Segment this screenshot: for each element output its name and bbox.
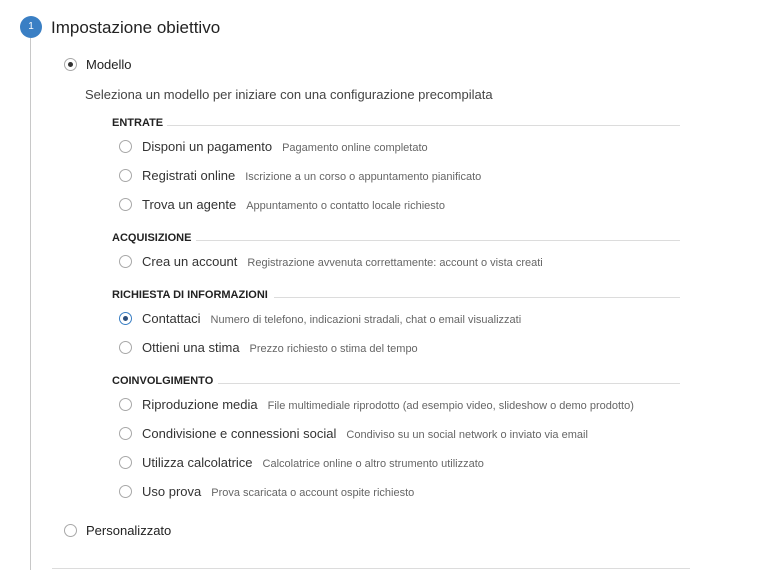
section-divider <box>196 240 680 241</box>
goal-hint: Pagamento online completato <box>282 142 428 154</box>
goal-hint: Numero di telefono, indicazioni stradali, chat o email visualizzati <box>210 314 522 326</box>
goal-label: Riproduzione media <box>142 397 258 412</box>
goal-label: Ottieni una stima <box>142 340 240 355</box>
goal-label: Disponi un pagamento <box>142 139 273 154</box>
goal-hint: Registrazione avvenuta correttamente: account o vista creati <box>247 257 543 269</box>
section-divider <box>167 125 680 126</box>
goal-radio[interactable] <box>119 169 132 182</box>
custom-label[interactable]: Personalizzato <box>86 523 172 538</box>
goal-hint: Calcolatrice online o altro strumento utilizzato <box>262 458 484 470</box>
bottom-divider <box>52 568 690 569</box>
goal-hint: Condiviso su un social network o inviato via email <box>346 429 588 441</box>
goal-radio[interactable] <box>119 485 132 498</box>
step-connector-line <box>30 38 31 570</box>
section-title-entrate: ENTRATE <box>112 117 164 129</box>
goal-radio[interactable] <box>119 140 132 153</box>
goal-radio[interactable] <box>119 312 132 325</box>
goal-label: Contattaci <box>142 311 201 326</box>
goal-radio[interactable] <box>119 427 132 440</box>
goal-label: Uso prova <box>142 484 202 499</box>
goal-label: Condivisione e connessioni social <box>142 426 337 441</box>
custom-radio[interactable] <box>64 524 77 537</box>
template-radio[interactable] <box>64 58 77 71</box>
goal-label: Utilizza calcolatrice <box>142 455 253 470</box>
goal-label: Registrati online <box>142 168 236 183</box>
goal-radio[interactable] <box>119 255 132 268</box>
template-description: Seleziona un modello per iniziare con una configurazione precompilata <box>85 87 493 102</box>
goal-hint: Prezzo richiesto o stima del tempo <box>249 343 418 355</box>
goal-radio[interactable] <box>119 198 132 211</box>
template-label[interactable]: Modello <box>86 57 132 72</box>
section-title-acquisizione: ACQUISIZIONE <box>112 232 192 244</box>
goal-hint: File multimediale riprodotto (ad esempio video, slideshow o demo prodotto) <box>267 400 634 412</box>
section-divider <box>274 297 680 298</box>
goal-radio[interactable] <box>119 341 132 354</box>
goal-hint: Appuntamento o contatto locale richiesto <box>246 200 445 212</box>
section-title-richiesta-informazioni: RICHIESTA DI INFORMAZIONI <box>112 289 268 301</box>
goal-hint: Prova scaricata o account ospite richiesto <box>211 487 415 499</box>
goal-radio[interactable] <box>119 398 132 411</box>
goal-hint: Iscrizione a un corso o appuntamento pianificato <box>245 171 482 183</box>
section-title-coinvolgimento: COINVOLGIMENTO <box>112 375 214 387</box>
goal-radio[interactable] <box>119 456 132 469</box>
section-divider <box>218 383 680 384</box>
step-number-badge: 1 <box>20 16 42 38</box>
step-title: Impostazione obiettivo <box>51 18 221 37</box>
goal-label: Crea un account <box>142 254 238 269</box>
goal-label: Trova un agente <box>142 197 237 212</box>
